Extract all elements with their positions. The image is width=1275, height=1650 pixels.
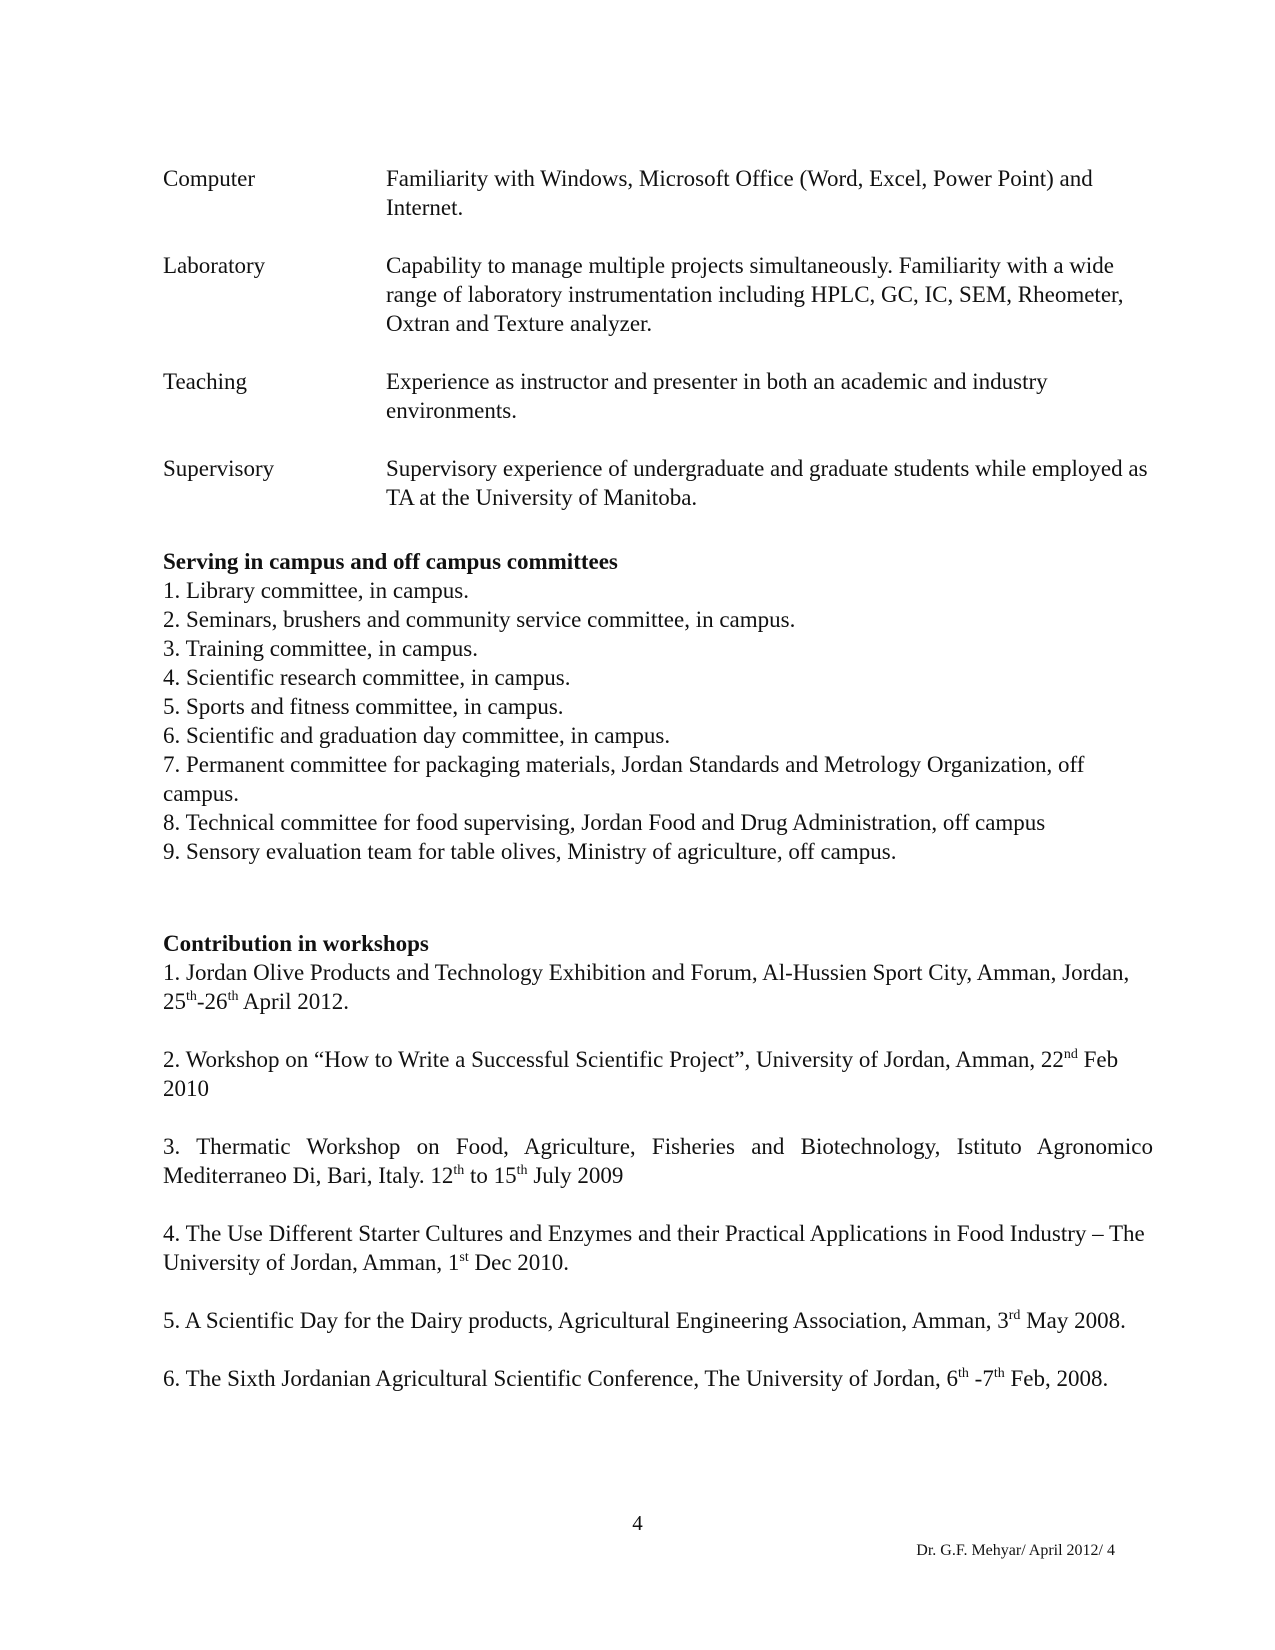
list-item: 7. Permanent committee for packaging materials, Jordan Standards and Metrology Organization, off campus. — [163, 752, 1085, 806]
workshop-text: Dec 2010. — [468, 1250, 570, 1275]
workshop-text: April 2012. — [238, 989, 349, 1014]
list-item: 5. Sports and fitness committee, in campus. — [163, 694, 564, 719]
workshop-text: 2. Workshop on “How to Write a Successful Scientific Project”, University of Jordan, Amman, 22 — [163, 1047, 1064, 1072]
skill-description: Capability to manage multiple projects simultaneously. Familiarity with a wide range of laboratory instrumentation including HPLC, GC, IC, SEM, Rheometer, Oxtran and Texture analyzer. — [386, 253, 1124, 336]
skill-label: Computer — [163, 166, 255, 191]
list-item: 1. Library committee, in campus. — [163, 578, 469, 603]
skill-label: Laboratory — [163, 253, 266, 278]
ordinal-suffix: th — [958, 1366, 969, 1381]
workshop-item-3 — [163, 1132, 1153, 1190]
workshop-text: July 2009 — [527, 1163, 624, 1188]
workshops-section — [163, 929, 1153, 1422]
workshop-text: -26 — [196, 989, 228, 1014]
workshop-item-2 — [163, 1045, 1153, 1103]
workshop-text: -7 — [968, 1366, 994, 1391]
ordinal-suffix: nd — [1063, 1047, 1078, 1062]
list-item: 9. Sensory evaluation team for table olives, Ministry of agriculture, off campus. — [163, 839, 897, 864]
workshop-text: 5. A Scientific Day for the Dairy products, Agricultural Engineering Association, Amman, 3 — [163, 1308, 1009, 1333]
skill-row-teaching — [163, 367, 1153, 425]
workshop-text: 6. The Sixth Jordanian Agricultural Scientific Conference, The University of Jordan, 6 — [163, 1366, 959, 1391]
skill-description: Supervisory experience of undergraduate and graduate students while employed as TA at the University of Manitoba. — [386, 456, 1148, 510]
skill-row-supervisory — [163, 454, 1153, 512]
list-item: 3. Training committee, in campus. — [163, 636, 478, 661]
ordinal-suffix: th — [186, 989, 197, 1004]
skill-description: Experience as instructor and presenter in both an academic and industry environments. — [386, 369, 1048, 423]
workshop-text: 4. The Use Different Starter Cultures and Enzymes and their Practical Applications in Food Industry – The University of Jordan, Amman, 1 — [163, 1221, 1145, 1275]
committees-section — [163, 547, 1153, 866]
workshop-item-5 — [163, 1306, 1153, 1335]
skill-row-computer — [163, 164, 1153, 222]
list-item: 4. Scientific research committee, in campus. — [163, 665, 571, 690]
workshop-item-6 — [163, 1364, 1153, 1393]
section-title: Serving in campus and off campus committees — [163, 549, 618, 574]
workshop-text: May 2008. — [1020, 1308, 1126, 1333]
page-number: 4 — [632, 1511, 643, 1535]
ordinal-suffix: th — [516, 1163, 528, 1178]
workshop-text: to 15 — [464, 1163, 517, 1188]
skill-description: Familiarity with Windows, Microsoft Office (Word, Excel, Power Point) and Internet. — [386, 166, 1093, 220]
ordinal-suffix: rd — [1008, 1308, 1021, 1323]
workshop-text: 3. Thermatic Workshop on Food, Agriculture, Fisheries and Biotechnology, Istituto Agronomico Mediterraneo Di, Bari, Italy. 12 — [163, 1134, 1153, 1188]
skills-table — [163, 164, 1153, 541]
workshop-text: Feb, 2008. — [1004, 1366, 1109, 1391]
ordinal-suffix: th — [993, 1366, 1005, 1381]
ordinal-suffix: st — [459, 1250, 469, 1265]
ordinal-suffix: th — [453, 1163, 465, 1178]
skill-row-laboratory — [163, 251, 1153, 338]
workshop-text: Feb 2010 — [163, 1047, 1119, 1101]
workshop-text: 1. Jordan Olive Products and Technology Exhibition and Forum, Al-Hussien Sport City, Amman, Jordan, 25 — [163, 960, 1130, 1014]
ordinal-suffix: th — [227, 989, 239, 1004]
list-item: 8. Technical committee for food supervising, Jordan Food and Drug Administration, off campus — [163, 810, 1046, 835]
skill-label: Supervisory — [163, 456, 275, 481]
page-footer: Dr. G.F. Mehyar/ April 2012/ 4 — [916, 1542, 1115, 1559]
skill-label: Teaching — [163, 369, 247, 394]
list-item: 2. Seminars, brushers and community service committee, in campus. — [163, 607, 796, 632]
section-title: Contribution in workshops — [163, 931, 429, 956]
workshop-item-1 — [163, 958, 1153, 1016]
workshop-item-4 — [163, 1219, 1153, 1277]
list-item: 6. Scientific and graduation day committee, in campus. — [163, 723, 671, 748]
